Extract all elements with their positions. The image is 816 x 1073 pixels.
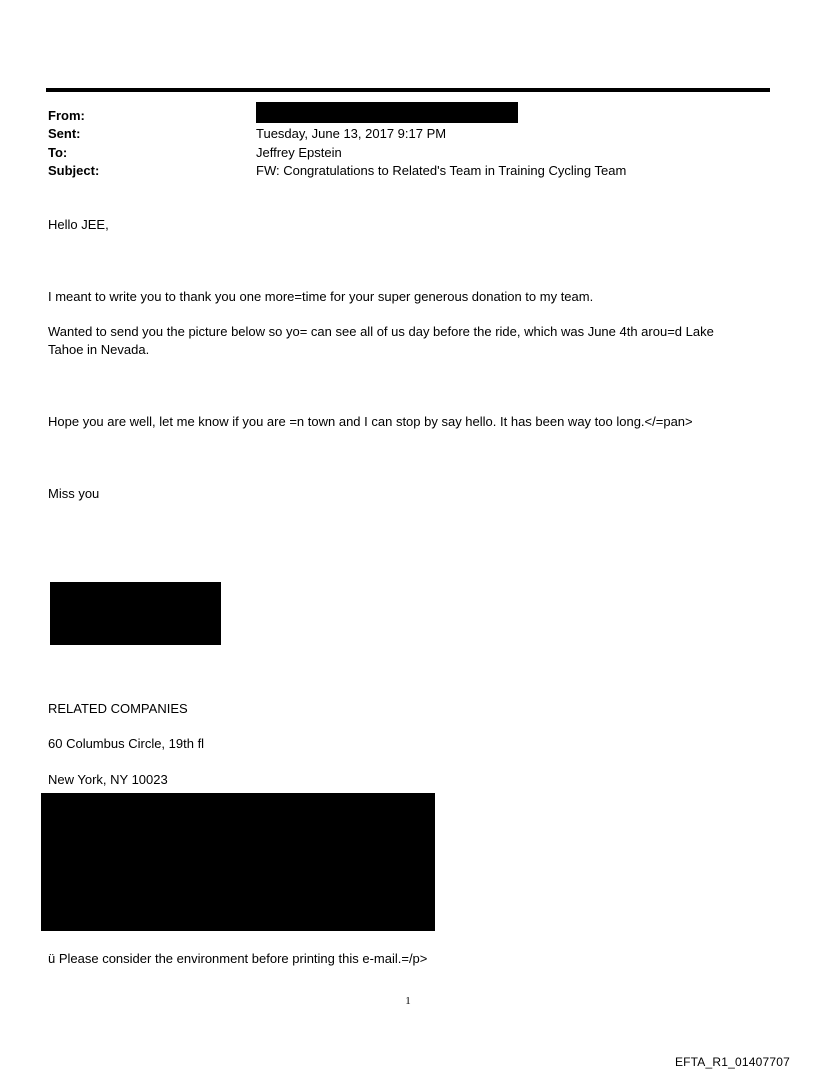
body-paragraph-2: Wanted to send you the picture below so yo= can see all of us day before the ride, which was June 4th arou=d Lake Tahoe in Nevada. bbox=[48, 324, 714, 357]
redacted-from-value bbox=[256, 102, 518, 123]
signature-company: RELATED COMPANIES bbox=[48, 701, 188, 716]
sent-value: Tuesday, June 13, 2017 9:17 PM bbox=[256, 126, 447, 141]
redacted-signature-name bbox=[50, 582, 221, 645]
signature-address-line-1: 60 Columbus Circle, 19th fl bbox=[48, 736, 205, 751]
to-label: To: bbox=[48, 145, 68, 160]
from-label: From: bbox=[48, 108, 85, 123]
greeting: Hello JEE, bbox=[48, 217, 109, 232]
body-paragraph-1: I meant to write you to thank you one more=time for your super generous donation to my team. bbox=[48, 289, 594, 304]
body-paragraph-3: Hope you are well, let me know if you are =n town and I can stop by say hello. It has been way too long.</=pan> bbox=[48, 414, 693, 429]
subject-label: Subject: bbox=[48, 163, 100, 178]
signature-address-line-2: New York, NY 10023 bbox=[48, 772, 168, 787]
to-value: Jeffrey Epstein bbox=[256, 145, 342, 160]
redacted-signature-block bbox=[41, 793, 435, 931]
sent-label: Sent: bbox=[48, 126, 81, 141]
document-id: EFTA_R1_01407707 bbox=[674, 1055, 790, 1069]
header-rule bbox=[46, 88, 770, 92]
subject-value: FW: Congratulations to Related's Team in Training Cycling Team bbox=[256, 163, 627, 178]
closing: Miss you bbox=[48, 486, 100, 501]
environment-footer-note: ü Please consider the environment before printing this e-mail.=/p> bbox=[48, 951, 428, 966]
page-number: 1 bbox=[405, 995, 411, 1007]
